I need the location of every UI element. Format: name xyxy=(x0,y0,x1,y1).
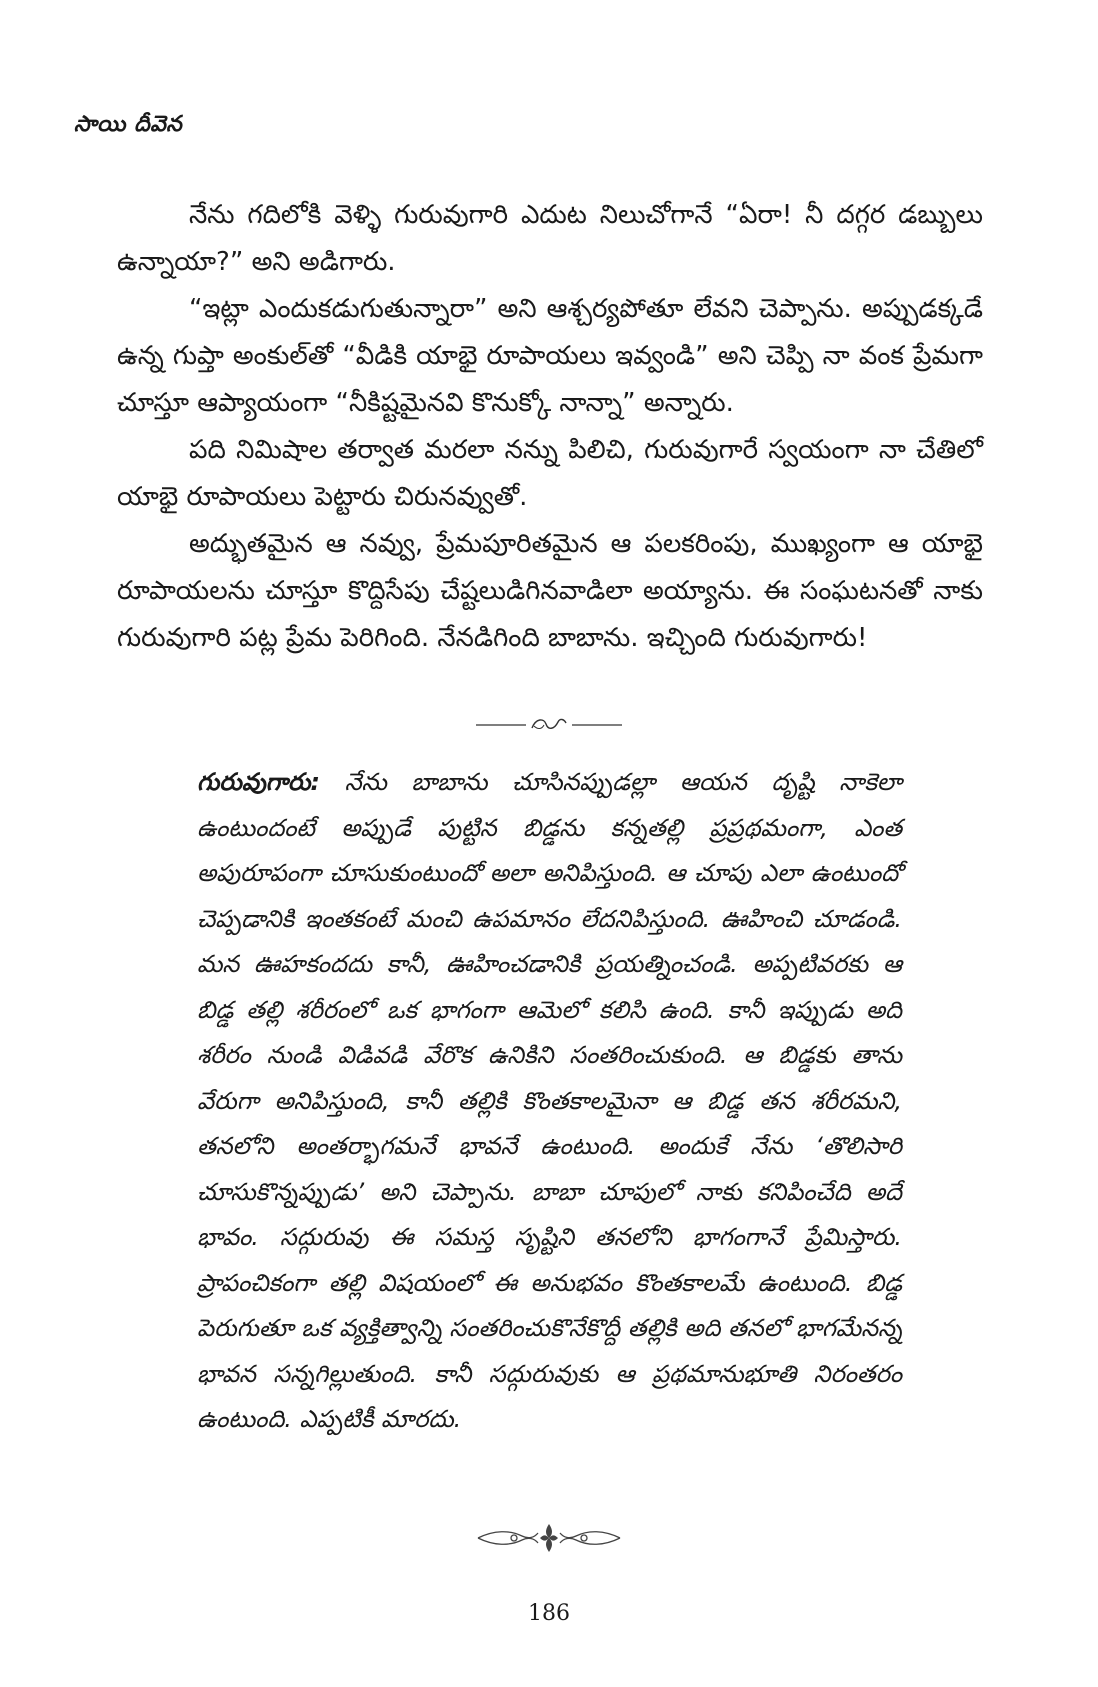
guru-quote-block xyxy=(197,760,902,1443)
main-body-text xyxy=(117,192,983,662)
paragraph: నేను గదిలోకి వెళ్ళి గురువుగారి ఎదుట నిలుచోగానే “ఏరా! నీ దగ్గర డబ్బులు ఉన్నాయా?” అని అడిగారు. xyxy=(117,200,983,277)
section-divider xyxy=(0,712,1098,738)
ornament-icon xyxy=(474,1518,624,1558)
paragraph: పది నిమిషాల తర్వాత మరలా నన్ను పిలిచి, గురువుగారే స్వయంగా నా చేతిలో యాభై రూపాయలు పెట్టారు చిరునవ్వుతో. xyxy=(117,435,983,512)
page-number: 186 xyxy=(528,1601,570,1626)
paragraph: “ఇట్లా ఎందుకడుగుతున్నారా” అని ఆశ్చర్యపోతూ లేవని చెప్పాను. అప్పుడక్కడే ఉన్న గుప్తా అంకుల్‌తో “వీడికి యాభై రూపాయలు ఇవ్వండి” అని చెప్పి నా వంక ప్రేమగా చూస్తూ ఆప్యాయంగా “నీకిష్టమైనవి కొనుక్కో నాన్నా” అన్నారు. xyxy=(117,294,983,418)
quote-text: నేను బాబాను చూసినప్పుడల్లా ఆయన దృష్టి నాకెలా ఉంటుందంటే అప్పుడే పుట్టిన బిడ్డను కన్నతల్లి ప్రప్రథమంగా, ఎంత అపురూపంగా చూసుకుంటుందో అలా అనిపిస్తుంది. ఆ చూపు ఎలా ఉంటుందో చెప్పడానికి ఇంతకంటే మంచి ఉపమానం లేదనిపిస్తుంది. ఊహించి చూడండి. మన ఊహకందదు కానీ, ఊహించడానికి ప్రయత్నించండి. అప్పటివరకు ఆ బిడ్డ తల్లి శరీరంలో ఒక భాగంగా ఆమెలో కలిసి ఉంది. కానీ ఇప్పుడు అది శరీరం నుండి విడివడి వేరొక ఉనికిని సంతరించుకుంది. ఆ బిడ్డకు తాను వేరుగా అనిపిస్తుంది, కానీ తల్లికి కొంతకాలమైనా ఆ బిడ్డ తన శరీరమని, తనలోని అంతర్భాగమనే భావనే ఉంటుంది. అందుకే నేను ‘తొలిసారి చూసుకొన్నప్పుడు’ అని చెప్పాను. బాబా చూపులో నాకు కనిపించేది అదే భావం. సద్గురువు ఈ సమస్త సృష్టిని తనలోని భాగంగానే ప్రేమిస్తారు. ప్రాపంచికంగా తల్లి విషయంలో ఈ అనుభవం కొంతకాలమే ఉంటుంది. బిడ్డ పెరుగుతూ ఒక వ్యక్తిత్వాన్ని సంతరించుకొనేకొద్దీ తల్లికి అది తనలో భాగమేనన్న భావన సన్నగిల్లుతుంది. కానీ సద్గురువుకు ఆ ప్రథమానుభూతి నిరంతరం ఉంటుంది. ఎప్పటికీ మారదు. xyxy=(197,768,902,1433)
quote-paragraph xyxy=(197,760,902,1443)
divider-flourish-icon xyxy=(474,712,624,738)
end-ornament xyxy=(0,1518,1098,1558)
running-title: సాయి దీవెన xyxy=(74,112,183,137)
quote-speaker-label: గురువుగారు: xyxy=(197,768,321,796)
paragraph: అద్భుతమైన ఆ నవ్వు, ప్రేమపూరితమైన ఆ పలకరింపు, ముఖ్యంగా ఆ యాభై రూపాయలను చూస్తూ కొద్దిసేపు చేష్టలుడిగినవాడిలా అయ్యాను. ఈ సంఘటనతో నాకు గురువుగారి పట్ల ప్రేమ పెరిగింది. నేనడిగింది బాబాను. ఇచ్చింది గురువుగారు! xyxy=(117,529,983,653)
